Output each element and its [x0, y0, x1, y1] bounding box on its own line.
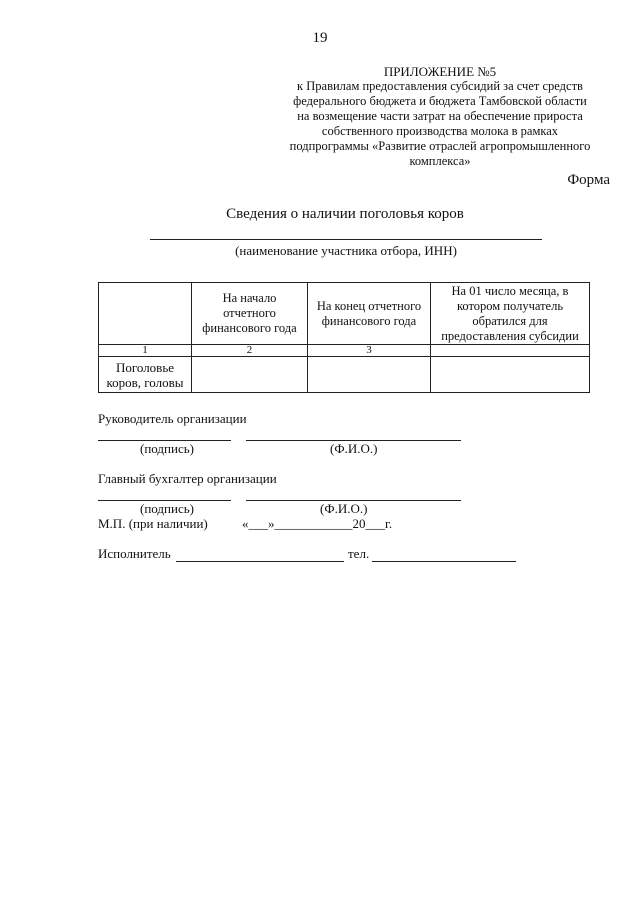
column-number: 1	[99, 345, 192, 357]
appendix-line: подпрограммы «Развитие отраслей агропромышленного	[289, 139, 591, 153]
appendix-line: комплекса»	[409, 154, 471, 168]
date-field: «___»____________20___г.	[242, 516, 393, 531]
column-number: 2	[192, 345, 308, 357]
phone-line	[372, 561, 516, 562]
name-caption: (Ф.И.О.)	[320, 501, 368, 516]
header-cell: На начало отчетного финансового года	[192, 283, 308, 345]
appendix-line: собственного производства молока в рамках	[321, 124, 559, 138]
page-number: 19	[312, 30, 328, 46]
row-label: Поголовье коров, головы	[99, 357, 192, 393]
header-cell: На конец отчетного финансового года	[308, 283, 431, 345]
column-number	[431, 345, 590, 357]
stamp-label: М.П. (при наличии)	[98, 516, 208, 531]
appendix-line: к Правилам предоставления субсидий за счет средств	[297, 79, 583, 93]
participant-caption: (наименование участника отбора, ИНН)	[235, 243, 457, 258]
appendix-line: на возмещение части затрат на обеспечение прироста	[297, 109, 583, 123]
phone-label: тел.	[348, 546, 370, 561]
appendix-title: ПРИЛОЖЕНИЕ №5	[383, 64, 497, 79]
accountant-label: Главный бухгалтер организации	[98, 471, 277, 486]
value-cell	[192, 357, 308, 393]
name-caption: (Ф.И.О.)	[330, 441, 378, 456]
column-number: 3	[308, 345, 431, 357]
cows-table	[98, 282, 590, 393]
participant-line	[150, 239, 542, 240]
value-cell	[431, 357, 590, 393]
executor-label: Исполнитель	[98, 546, 171, 561]
appendix-line: федерального бюджета и бюджета Тамбовской области	[293, 94, 587, 108]
executor-line	[176, 561, 344, 562]
document-title: Сведения о наличии поголовья коров	[226, 206, 464, 222]
signature-caption: (подпись)	[140, 501, 194, 516]
head-label: Руководитель организации	[98, 411, 247, 426]
header-cell: На 01 число месяца, в котором получатель обратился для предоставления субсидии	[431, 283, 590, 345]
signature-caption: (подпись)	[140, 441, 194, 456]
appendix-block	[268, 64, 612, 169]
value-cell	[308, 357, 431, 393]
form-label: Форма	[567, 172, 610, 188]
header-cell	[99, 283, 192, 345]
